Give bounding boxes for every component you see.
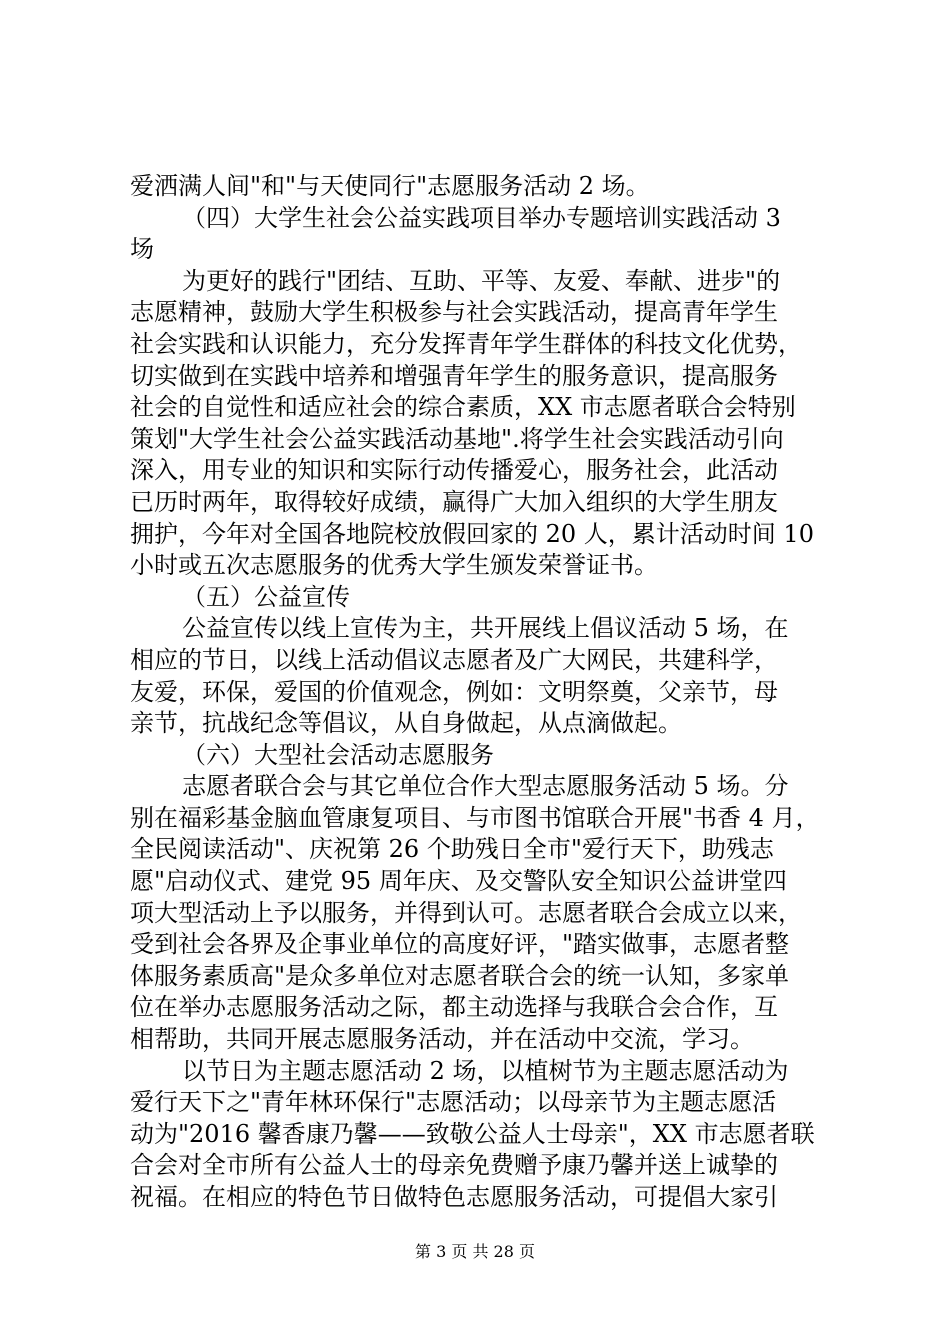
text-line: 项大型活动上予以服务，并得到认可。志愿者联合会成立以来， — [130, 898, 802, 927]
text-line: 拥护，今年对全国各地院校放假回家的 20 人，累计活动时间 10 — [130, 519, 814, 548]
text-line: 为更好的践行"团结、互助、平等、友爱、奉献、进步"的 — [182, 266, 781, 295]
text-line: 全民阅读活动"、庆祝第 26 个助残日全市"爱行天下，助残志 — [130, 835, 774, 864]
text-line: 社会实践和认识能力，充分发挥青年学生群体的科技文化优势， — [130, 329, 802, 358]
text-line: 相应的节日，以线上活动倡议志愿者及广大网民，共建科学， — [130, 645, 778, 674]
text-line: 受到社会各界及企事业单位的高度好评，"踏实做事，志愿者整 — [130, 930, 790, 959]
text-line: 祝福。在相应的特色节日做特色志愿服务活动，可提倡大家引 — [130, 1183, 778, 1211]
text-line: 位在举办志愿服务活动之际，都主动选择与我联合会合作，互 — [130, 993, 778, 1022]
text-line: （六）大型社会活动志愿服务 — [182, 740, 494, 769]
body-text — [130, 171, 835, 1214]
page-footer: 第 3 页 共 28 页 — [415, 1242, 535, 1261]
text-line: 相帮助，共同开展志愿服务活动，并在活动中交流，学习。 — [130, 1025, 754, 1054]
text-line: 已历时两年，取得较好成绩，赢得广大加入组织的大学生朋友 — [130, 487, 778, 516]
text-line: （四）大学生社会公益实践项目举办专题培训实践活动 3 — [182, 203, 781, 232]
text-line: 以节日为主题志愿活动 2 场，以植树节为主题志愿活动为 — [182, 1056, 789, 1085]
text-line: 志愿精神，鼓励大学生积极参与社会实践活动，提高青年学生 — [130, 298, 778, 327]
text-line: 小时或五次志愿服务的优秀大学生颁发荣誉证书。 — [130, 551, 658, 580]
text-line: （五）公益宣传 — [182, 582, 350, 611]
text-line: 愿"启动仪式、建党 95 周年庆、及交警队安全知识公益讲堂四 — [130, 867, 787, 896]
text-line: 爱洒满人间"和"与天使同行"志愿服务活动 2 场。 — [130, 172, 650, 200]
text-line: 志愿者联合会与其它单位合作大型志愿服务活动 5 场。分 — [182, 772, 789, 801]
text-line: 切实做到在实践中培养和增强青年学生的服务意识，提高服务 — [130, 361, 778, 390]
text-line: 动为"2016 馨香康乃馨——致敬公益人士母亲"，XX 市志愿者联 — [130, 1119, 815, 1148]
text-line: 公益宣传以线上宣传为主，共开展线上倡议活动 5 场，在 — [182, 614, 789, 643]
text-line: 场 — [130, 235, 154, 264]
text-line: 亲节，抗战纪念等倡议，从自身做起，从点滴做起。 — [130, 709, 682, 738]
text-line: 深入，用专业的知识和实际行动传播爱心，服务社会，此活动 — [130, 456, 778, 485]
text-line: 策划"大学生社会公益实践活动基地".将学生社会实践活动引向 — [130, 424, 784, 453]
text-line: 体服务素质高"是众多单位对志愿者联合会的统一认知，多家单 — [130, 961, 790, 990]
text-line: 社会的自觉性和适应社会的综合素质，XX 市志愿者联合会特别 — [130, 393, 796, 422]
text-line: 爱行天下之"青年林环保行"志愿活动；以母亲节为主题志愿活 — [130, 1088, 777, 1117]
text-line: 友爱，环保，爱国的价值观念，例如：文明祭奠，父亲节，母 — [130, 677, 778, 706]
text-line: 合会对全市所有公益人士的母亲免费赠予康乃馨并送上诚挚的 — [130, 1151, 778, 1180]
text-line: 别在福彩基金脑血管康复项目、与市图书馆联合开展"书香 4 月， — [130, 803, 820, 832]
